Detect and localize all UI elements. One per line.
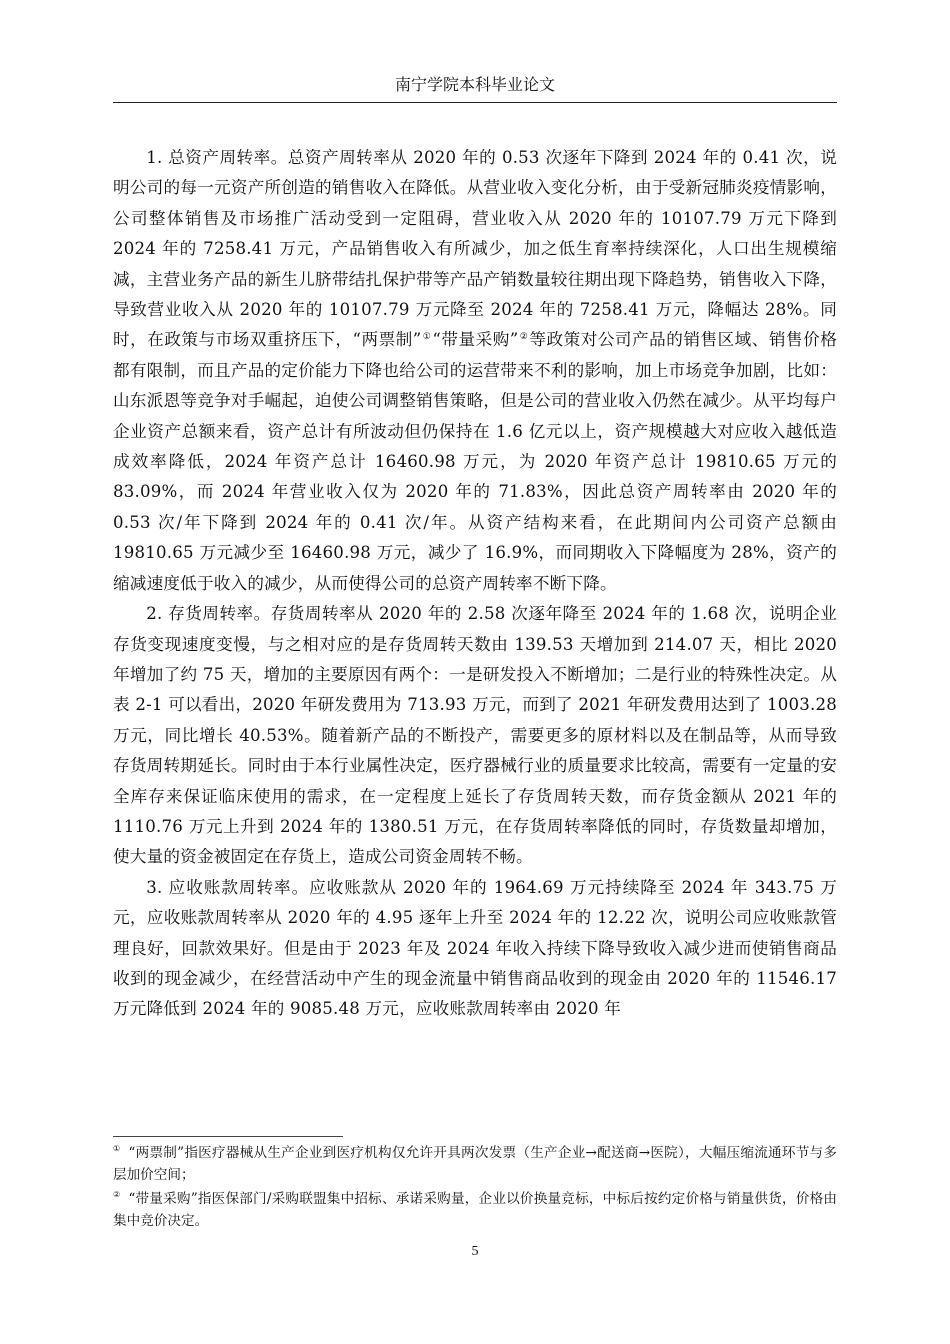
footnotes — [113, 1143, 837, 1235]
paragraph-text: “带量采购” — [432, 330, 519, 350]
footnote-1 — [113, 1143, 837, 1186]
main-text — [113, 143, 837, 1025]
footnote-ref-2[interactable]: ② — [519, 331, 529, 342]
footnote-divider — [113, 1136, 343, 1137]
paragraph-text: 1. 总资产周转率。总资产周转率从 2020 年的 0.53 次逐年下降到 2024 年的 0.41 次，说明公司的每一元资产所创造的销售收入在降低。从营业收入变化分析，由于受新冠肺炎疫情影响，公司整体销售及市场推广活动受到一定阻碍，营业收入从 2020 年的 10107.79 万元下降到 2024 年的 7258.41 万元，产品销售收入有所减少，加之低生育率持续深化，人口出生规模缩减，主营业务产品的新生儿脐带结扎保护带等产品产销数量较往期出现下降趋势，销售收入下降，导致营业收入从 2020 年的 10107.79 万元降至 2024 年的 7258.41 万元，降幅达 28%。同时，在政策与市场双重挤压下，“两票制” — [113, 148, 837, 350]
footnote-ref-1[interactable]: ① — [422, 331, 432, 342]
paragraph-text: 等政策对公司产品的销售区域、销售价格都有限制，而且产品的定价能力下降也给公司的运营带来不利的影响，加上市场竞争加剧，比如：山东派恩等竞争对手崛起，迫使公司调整销售策略，但是公司的营业收入仍然在减少。从平均每户企业资产总额来看，资产总计有所波动但仍保持在 1.6 亿元以上，资产规模越大对应收入越低造成效率降低，2024 年资产总计 16460.98 万元，为 2020 年资产总计 19810.65 万元的 83.09%，而 2024 年营业收入仅为 2020 年的 71.83%，因此总资产周转率由 2020 年的 0.53 次/年下降到 2024 年的 0.41 次/年。从资产结构来看，在此期间内公司资产总额由 19810.65 万元减少至 16460.98 万元，减少了 16.9%，而同期收入下降幅度为 28%，资产的缩减速度低于收入的减少，从而使得公司的总资产周转率不断下降。 — [113, 330, 837, 593]
paragraph-inventory-turnover: 2. 存货周转率。存货周转率从 2020 年的 2.58 次逐年降至 2024 年的 1.68 次，说明企业存货变现速度变慢，与之相对应的是存货周转天数由 139.53 天增加到 214.07 天，相比 2020 年增加了约 75 天，增加的主要原因有两个：一是研发投入不断增加；二是行业的特殊性决定。从表 2-1 可以看出，2020 年研发费用为 713.93 万元，而到了 2021 年研发费用达到了 1003.28 万元，同比增长 40.53%。随着新产品的不断投产，需要更多的原材料以及在制品等，从而导致存货周转期延长。同时由于本行业属性决定，医疗器械行业的质量要求比较高，需要有一定量的安全库存来保证临床使用的需求，在一定程度上延长了存货周转天数，而存货金额从 2021 年的 1110.76 万元上升到 2024 年的 1380.51 万元，在存货周转率降低的同时，存货数量却增加，使大量的资金被固定在存货上，造成公司资金周转不畅。 — [113, 604, 837, 867]
footnote-text: “两票制”指医疗器械从生产企业到医疗机构仅允许开具两次发票（生产企业→配送商→医院），大幅压缩流通环节与多层加价空间； — [113, 1145, 837, 1183]
footnote-2 — [113, 1189, 837, 1232]
footnote-marker: ② — [113, 1190, 121, 1200]
footnote-text: “带量采购”指医保部门/采购联盟集中招标、承诺采购量，企业以价换量竞标，中标后按约定价格与销量供货，价格由集中竞价决定。 — [113, 1191, 837, 1229]
footnote-marker: ① — [113, 1144, 121, 1154]
header-divider — [113, 102, 837, 103]
page-number: 5 — [471, 1244, 479, 1259]
running-header: 南宁学院本科毕业论文 — [394, 75, 555, 94]
paragraph-receivables-turnover: 3. 应收账款周转率。应收账款从 2020 年的 1964.69 万元持续降至 2024 年 343.75 万元，应收账款周转率从 2020 年的 4.95 逐年上升至 2024 年的 12.22 次，说明公司应收账款管理良好，回款效果好。但是由于 2023 年及 2024 年收入持续下降导致收入减少进而使销售商品收到的现金减少，在经营活动中产生的现金流量中销售商品收到的现金由 2020 年的 11546.17 万元降低到 2024 年的 9085.48 万元，应收账款周转率由 2020 年 — [113, 877, 837, 1019]
paragraph-total-asset-turnover — [113, 143, 837, 599]
